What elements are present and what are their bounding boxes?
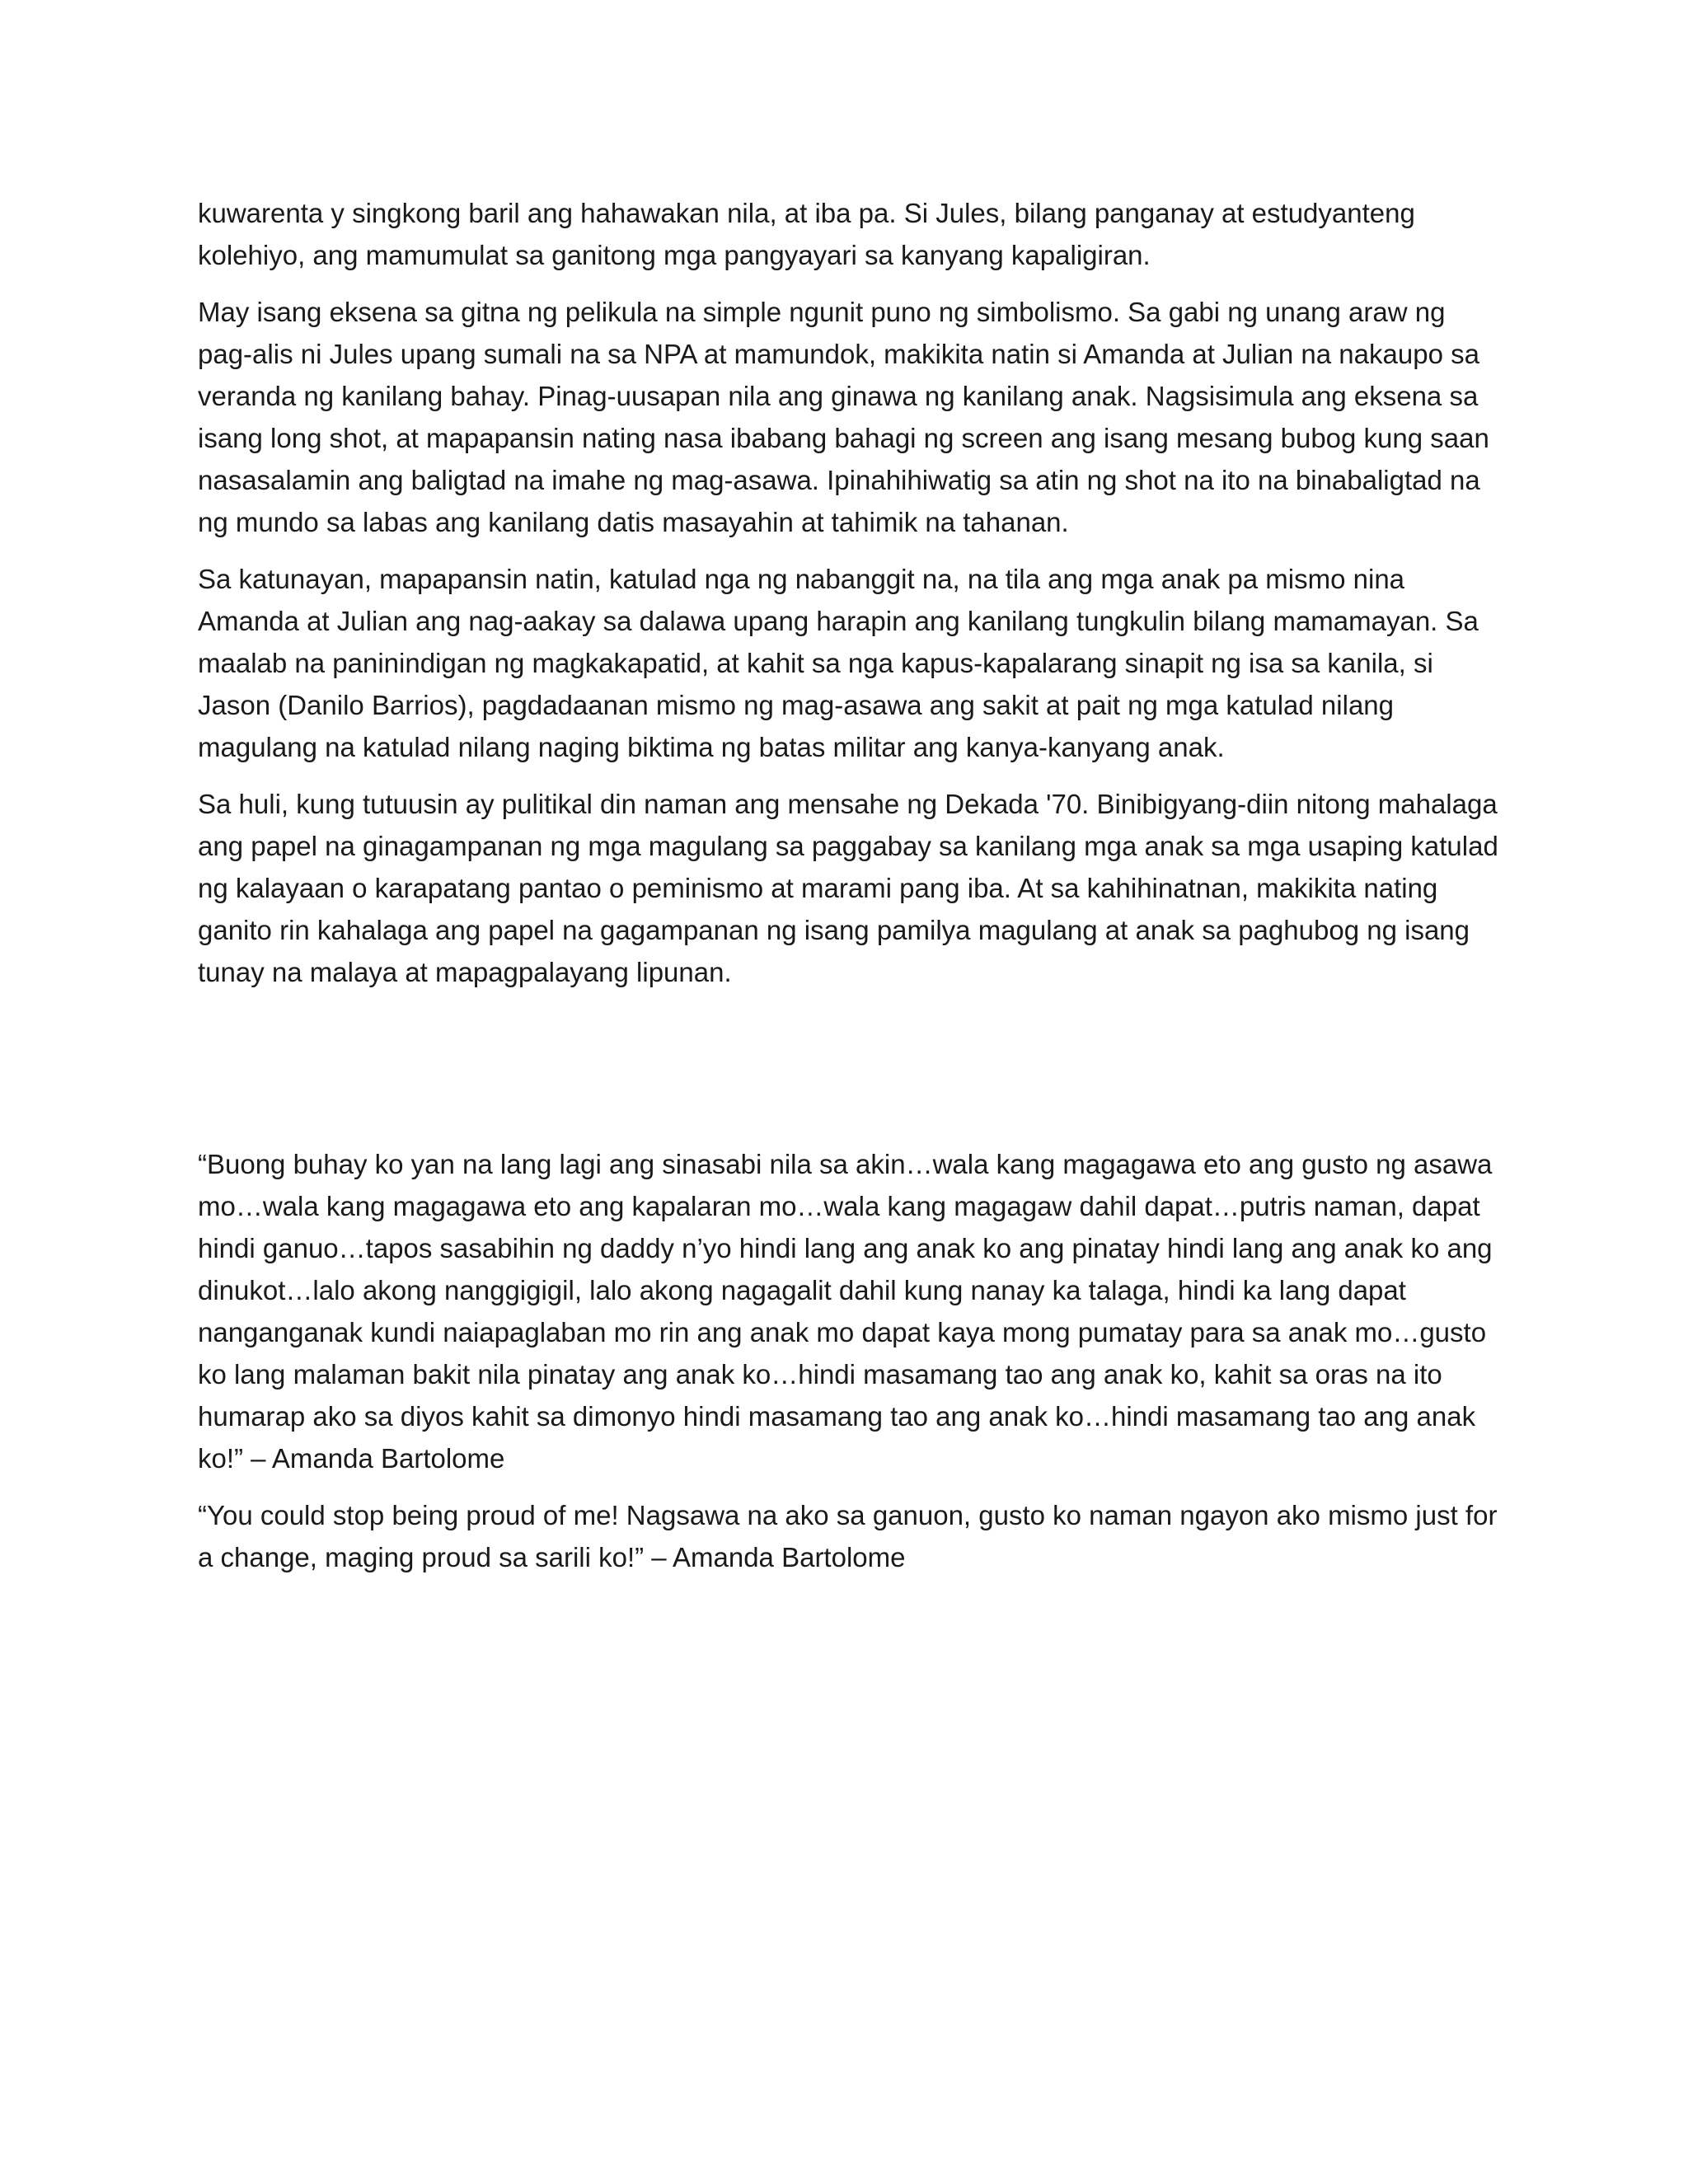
body-paragraph: kuwarenta y singkong baril ang hahawakan nila, at iba pa. Si Jules, bilang panganay at estudyanteng kolehiyo, ang mamumulat sa ganitong mga pangyayari sa kanyang kapaligiran.: [198, 198, 1415, 270]
body-paragraph: Sa huli, kung tutuusin ay pulitikal din naman ang mensahe ng Dekada '70. Binibigyang-diin nitong mahalaga ang papel na ginagampanan ng mga magulang sa paggabay sa kanilang mga anak sa mga usaping katulad ng kalayaan o karapatang pantao o peminismo at marami pang iba. At sa kahihinatnan, makikita nating ganito rin kahalaga ang papel na gagampanan ng isang pamilya magulang at anak sa paghubog ng isang tunay na malaya at mapagpalayang lipunan.: [198, 789, 1498, 987]
body-paragraph: May isang eksena sa gitna ng pelikula na simple ngunit puno ng simbolismo. Sa gabi ng unang araw ng pag-alis ni Jules upang sumali na sa NPA at mamundok, makikita natin si Amanda at Julian na nakaupo sa veranda ng kanilang bahay. Pinag-uusapan nila ang ginawa ng kanilang anak. Nagsisimula ang eksena sa isang long shot, at mapapansin nating nasa ibabang bahagi ng screen ang isang mesang bubog kung saan nasasalamin ang baligtad na imahe ng mag-asawa. Ipinahihiwatig sa atin ng shot na ito na binabaligtad na ng mundo sa labas ang kanilang datis masayahin at tahimik na tahanan.: [198, 297, 1489, 537]
document-body: [198, 192, 1500, 1593]
section-gap: [198, 1008, 1500, 1143]
body-paragraph: Sa katunayan, mapapansin natin, katulad nga ng nabanggit na, na tila ang mga anak pa mismo nina Amanda at Julian ang nag-aakay sa dalawa upang harapin ang kanilang tungkulin bilang mamamayan. Sa maalab na paninindigan ng magkakapatid, at kahit sa nga kapus-kapalarang sinapit ng isa sa kanila, si Jason (Danilo Barrios), pagdadaanan mismo ng mag-asawa ang sakit at pait ng mga katulad nilang magulang na katulad nilang naging biktima ng batas militar ang kanya-kanyang anak.: [198, 564, 1479, 762]
quote-paragraph: “You could stop being proud of me! Nagsawa na ako sa ganuon, gusto ko naman ngayon ako mismo just for a change, maging proud sa sarili ko!” – Amanda Bartolome: [198, 1500, 1498, 1572]
quote-paragraph: “Buong buhay ko yan na lang lagi ang sinasabi nila sa akin…wala kang magagawa eto ang gusto ng asawa mo…wala kang magagawa eto ang kapalaran mo…wala kang magagaw dahil dapat…putris naman, dapat hindi ganuo…tapos sasabihin ng daddy n’yo hindi lang ang anak ko ang pinatay hindi lang ang anak ko ang dinukot…lalo akong nanggigigil, lalo akong nagagalit dahil kung nanay ka talaga, hindi ka lang dapat nanganganak kundi naiapaglaban mo rin ang anak mo dapat kaya mong pumatay para sa anak mo…gusto ko lang malaman bakit nila pinatay ang anak ko…hindi masamang tao ang anak ko, kahit sa oras na ito humarap ako sa diyos kahit sa dimonyo hindi masamang tao ang anak ko…hindi masamang tao ang anak ko!” – Amanda Bartolome: [198, 1149, 1493, 1474]
